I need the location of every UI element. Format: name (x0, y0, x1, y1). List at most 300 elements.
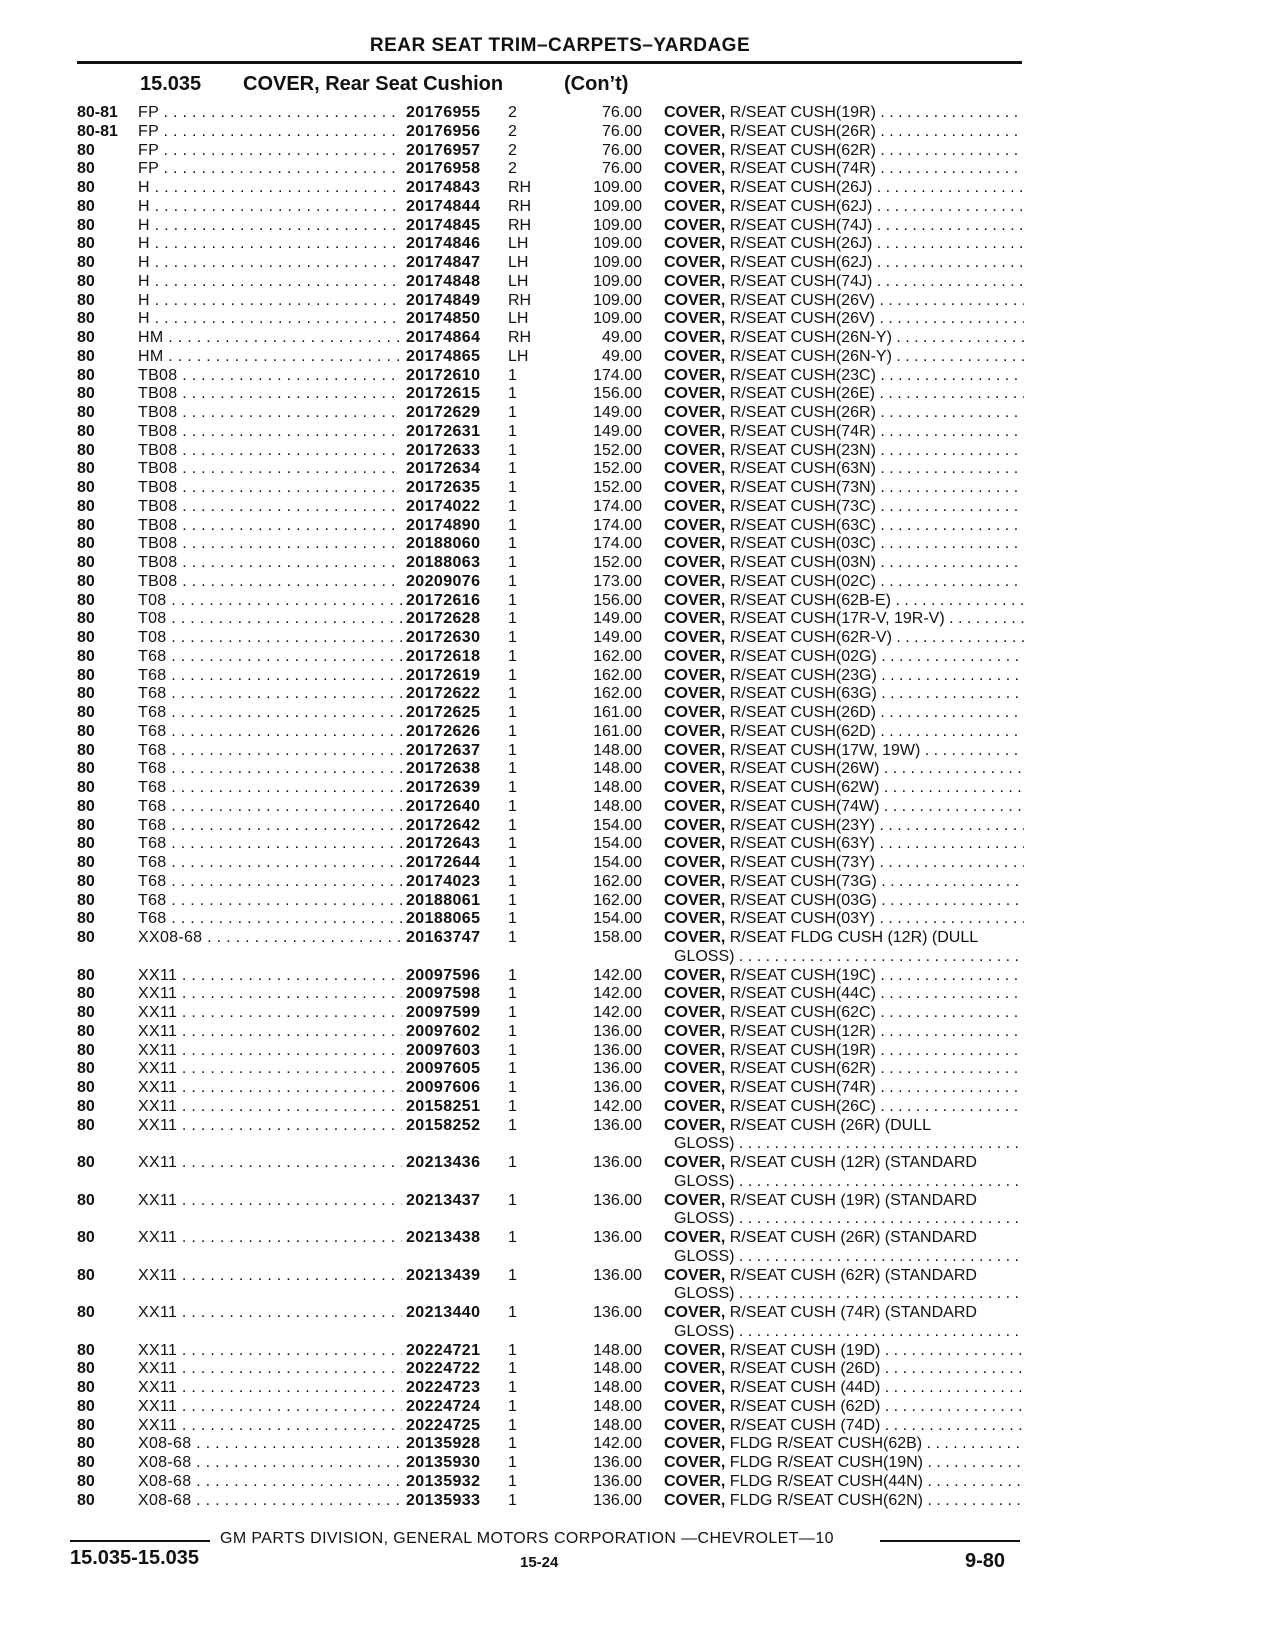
model-code: XX11 . . . (138, 985, 418, 1004)
part-number: 20176958 (402, 160, 510, 179)
quantity: 2 (508, 122, 517, 140)
footer-page-number: 15-24 (520, 1554, 559, 1571)
description-text: R/SEAT CUSH(26J) (725, 235, 873, 253)
part-description (664, 535, 1024, 554)
section-name: COVER, Rear Seat Cushion (243, 73, 504, 95)
list-item (0, 929, 1280, 967)
description-noun: COVER, (664, 666, 726, 684)
part-number: 20097602 (402, 1023, 510, 1042)
quantity: 1 (508, 891, 517, 909)
model-code: T68 . . . (138, 648, 418, 667)
description-noun: COVER, (664, 1416, 726, 1434)
description-line (664, 760, 1024, 779)
description-noun: COVER, (664, 497, 726, 515)
description-text: R/SEAT CUSH(74R) (725, 160, 876, 178)
model-code: XX11 . . . (138, 1379, 418, 1398)
quantity: 2 (508, 141, 517, 159)
part-number: 20174846 (402, 235, 510, 254)
price: 149.00 (593, 404, 642, 421)
model-code: TB08 . . . (138, 385, 418, 404)
footer-section-range: 15.035-15.035 (70, 1547, 200, 1569)
description-noun: COVER, (664, 310, 726, 328)
price: 148.00 (593, 741, 642, 759)
quantity: 1 (508, 1004, 517, 1021)
description-text: R/SEAT CUSH(26R) (725, 122, 876, 140)
part-number: 20172619 (402, 667, 510, 686)
description-text: R/SEAT CUSH(12R) (725, 1022, 876, 1040)
model-code: HM . . . (138, 329, 418, 348)
price: 161.00 (593, 704, 642, 721)
price: 148.00 (593, 797, 642, 815)
list-item (0, 1023, 1280, 1042)
price: 148.00 (593, 1360, 642, 1378)
description-continuation (664, 1248, 1024, 1267)
part-number: 20176957 (402, 142, 510, 161)
quantity: 1 (508, 1341, 517, 1359)
description-line (664, 460, 1024, 479)
description-text: R/SEAT CUSH (26R) (DULL (725, 1116, 932, 1134)
part-number: 20213438 (402, 1229, 510, 1248)
part-description (664, 498, 1024, 517)
price: 76.00 (601, 141, 642, 159)
part-description (664, 835, 1024, 854)
description-text: R/SEAT CUSH(62J) (725, 254, 873, 271)
quantity: 1 (508, 516, 517, 534)
part-description (664, 685, 1024, 704)
description-continuation (664, 1135, 1024, 1154)
price: 136.00 (593, 1079, 642, 1096)
description-line (664, 910, 1024, 929)
part-description (664, 1117, 1024, 1155)
quantity: 1 (508, 1472, 517, 1490)
part-number: 20213440 (402, 1304, 510, 1323)
description-noun: COVER, (664, 460, 726, 478)
description-noun: COVER, (664, 1041, 726, 1059)
model-year: 80 (77, 1304, 95, 1321)
part-description (664, 648, 1024, 667)
description-text: R/SEAT CUSH(73N) (725, 479, 876, 496)
price: 76.00 (601, 104, 642, 121)
description-noun: COVER, (664, 779, 726, 796)
description-line (664, 835, 1024, 854)
part-number: 20097598 (402, 985, 510, 1004)
model-year: 80-81 (77, 104, 118, 121)
part-description (664, 1454, 1024, 1473)
model-year: 80 (77, 1491, 95, 1509)
quantity: 2 (508, 104, 517, 121)
description-noun: COVER, (664, 1397, 726, 1415)
model-year: 80 (77, 516, 95, 534)
part-description (664, 104, 1024, 123)
quantity: 1 (508, 479, 517, 496)
description-line (664, 1079, 1024, 1098)
price: 156.00 (593, 385, 642, 403)
price: 136.00 (593, 1041, 642, 1059)
model-year: 80 (77, 216, 95, 234)
description-noun: COVER, (664, 1341, 726, 1359)
model-code: XX11 . . . (138, 1154, 418, 1173)
model-code: T08 . . . (138, 592, 418, 611)
list-item (0, 835, 1280, 854)
model-year: 80 (77, 629, 95, 646)
part-description (664, 460, 1024, 479)
part-number: 20172631 (402, 423, 510, 442)
model-year: 80 (77, 554, 95, 571)
part-description (664, 1004, 1024, 1023)
description-line (664, 104, 1024, 123)
part-description (664, 910, 1024, 929)
description-continuation (664, 1210, 1024, 1229)
part-number: 20158252 (402, 1117, 510, 1136)
list-item (0, 310, 1280, 329)
description-text: R/SEAT CUSH (62R) (STANDARD (725, 1266, 977, 1284)
description-text: R/SEAT CUSH(26R) (725, 404, 876, 421)
list-item (0, 423, 1280, 442)
model-year: 80 (77, 1360, 95, 1378)
model-code: H . . . (138, 179, 418, 198)
price: 152.00 (593, 460, 642, 478)
list-item (0, 273, 1280, 292)
description-text: FLDG R/SEAT CUSH(44N) (725, 1472, 924, 1490)
list-item (0, 348, 1280, 367)
price: 154.00 (593, 854, 642, 871)
part-number: 20224721 (402, 1342, 510, 1361)
part-number: 20163747 (402, 929, 510, 948)
footer-organization: GM PARTS DIVISION, GENERAL MOTORS CORPORATION —CHEVROLET—10 (220, 1530, 834, 1547)
list-item (0, 1079, 1280, 1098)
description-line (664, 1454, 1024, 1473)
model-code: T68 . . . (138, 892, 418, 911)
model-code: XX11 . . . (138, 1060, 418, 1079)
description-text: R/SEAT CUSH(62C) (725, 1004, 876, 1021)
model-year: 80 (77, 366, 95, 384)
model-code: T68 . . . (138, 779, 418, 798)
part-number: 20135930 (402, 1454, 510, 1473)
model-code: X08-68 . . . (138, 1454, 418, 1473)
part-number: 20174843 (402, 179, 510, 198)
part-number: 20224722 (402, 1360, 510, 1379)
description-noun: COVER, (664, 422, 726, 440)
quantity: LH (508, 310, 529, 328)
part-description (664, 310, 1024, 329)
price: 136.00 (593, 1304, 642, 1321)
part-number: 20172638 (402, 760, 510, 779)
part-description (664, 629, 1024, 648)
model-year: 80-81 (77, 122, 118, 140)
description-line (664, 592, 1024, 611)
price: 149.00 (593, 629, 642, 646)
description-noun: COVER, (664, 816, 726, 834)
model-year: 80 (77, 1266, 95, 1284)
description-text: R/SEAT CUSH(26V) (725, 291, 876, 309)
model-code: X08-68 . . . (138, 1473, 418, 1492)
description-noun: COVER, (664, 1004, 726, 1021)
description-text: R/SEAT CUSH(62R) (725, 141, 876, 159)
part-number: 20172630 (402, 629, 510, 648)
description-continuation-text: GLOSS) (674, 1210, 735, 1228)
part-number: 20135932 (402, 1473, 510, 1492)
description-noun: COVER, (664, 535, 726, 553)
model-year: 80 (77, 535, 95, 553)
part-description (664, 798, 1024, 817)
part-description (664, 198, 1024, 217)
model-code: T68 . . . (138, 704, 418, 723)
description-text: R/SEAT CUSH(62J) (725, 197, 873, 215)
part-number: 20188061 (402, 892, 510, 911)
description-continuation-text: GLOSS) (674, 1285, 735, 1303)
model-year: 80 (77, 272, 95, 290)
description-noun: COVER, (664, 610, 726, 628)
price: 154.00 (593, 910, 642, 928)
description-line (664, 854, 1024, 873)
model-year: 80 (77, 1454, 95, 1471)
description-line (664, 1360, 1024, 1379)
part-number: 20172615 (402, 385, 510, 404)
quantity: 1 (508, 1397, 517, 1415)
part-number: 20172625 (402, 704, 510, 723)
description-text: R/SEAT CUSH (12R) (STANDARD (725, 1154, 977, 1171)
price: 148.00 (593, 1416, 642, 1434)
list-item (0, 198, 1280, 217)
description-line (664, 554, 1024, 573)
part-number: 20174023 (402, 873, 510, 892)
description-text: R/SEAT CUSH (74R) (STANDARD (725, 1304, 977, 1321)
quantity: LH (508, 254, 529, 271)
part-number: 20097605 (402, 1060, 510, 1079)
description-noun: COVER, (664, 704, 726, 721)
model-code: XX11 . . . (138, 1267, 418, 1286)
price: 152.00 (593, 479, 642, 496)
model-year: 80 (77, 929, 95, 946)
list-item (0, 160, 1280, 179)
price: 148.00 (593, 760, 642, 778)
description-text: R/SEAT CUSH(73C) (725, 497, 876, 515)
part-number: 20188063 (402, 554, 510, 573)
model-code: XX11 . . . (138, 1098, 418, 1117)
list-item (0, 817, 1280, 836)
description-line (664, 273, 1024, 292)
description-line (664, 142, 1024, 161)
model-code: FP . . . (138, 104, 418, 123)
quantity: 1 (508, 647, 517, 665)
part-number: 20135933 (402, 1492, 510, 1511)
description-continuation-text: GLOSS) (674, 947, 735, 965)
model-code: H . . . (138, 235, 418, 254)
part-description (664, 1417, 1024, 1436)
model-year: 80 (77, 704, 95, 721)
model-year: 80 (77, 891, 95, 909)
quantity: 1 (508, 535, 517, 553)
model-year: 80 (77, 760, 95, 778)
header-rule (77, 61, 1022, 64)
description-noun: COVER, (664, 891, 726, 909)
quantity: 1 (508, 1360, 517, 1378)
description-text: R/SEAT CUSH(26N-Y) (725, 347, 892, 365)
list-item (0, 1398, 1280, 1417)
price: 152.00 (593, 554, 642, 571)
part-description (664, 892, 1024, 911)
description-continuation-text: GLOSS) (674, 1247, 735, 1265)
description-line (664, 610, 1024, 629)
description-text: R/SEAT CUSH(23N) (725, 441, 876, 459)
description-text: R/SEAT CUSH(23G) (725, 666, 877, 684)
price: 109.00 (593, 310, 642, 328)
list-item (0, 1435, 1280, 1454)
quantity: 1 (508, 572, 517, 590)
list-item (0, 892, 1280, 911)
part-description (664, 517, 1024, 536)
page-title: REAR SEAT TRIM–CARPETS–YARDAGE (369, 35, 751, 56)
part-description (664, 1023, 1024, 1042)
list-item (0, 685, 1280, 704)
model-code: XX11 . . . (138, 967, 418, 986)
model-year: 80 (77, 572, 95, 590)
description-text: R/SEAT CUSH(62R-V) (725, 629, 892, 646)
model-year: 80 (77, 1060, 95, 1078)
model-year: 80 (77, 1154, 95, 1171)
part-description (664, 329, 1024, 348)
quantity: 1 (508, 1454, 517, 1471)
price: 174.00 (593, 497, 642, 515)
description-line (664, 1342, 1024, 1361)
description-noun: COVER, (664, 1266, 726, 1284)
description-text: R/SEAT CUSH (26D) (725, 1360, 881, 1378)
description-continuation-text: GLOSS) (674, 1322, 735, 1340)
part-number: 20172637 (402, 742, 510, 761)
section-number: 15.035 (140, 73, 202, 95)
list-item (0, 142, 1280, 161)
list-item (0, 292, 1280, 311)
section-continued: (Con’t) (564, 73, 629, 95)
description-noun: COVER, (664, 1154, 726, 1171)
list-item (0, 610, 1280, 629)
model-code: T68 . . . (138, 798, 418, 817)
description-line (664, 742, 1024, 761)
model-code: XX11 . . . (138, 1117, 418, 1136)
description-line (664, 1060, 1024, 1079)
list-item (0, 573, 1280, 592)
list-item (0, 1454, 1280, 1473)
list-item (0, 1192, 1280, 1230)
model-year: 80 (77, 966, 95, 984)
price: 136.00 (593, 1454, 642, 1471)
list-item (0, 123, 1280, 142)
part-number: 20174847 (402, 254, 510, 273)
model-year: 80 (77, 854, 95, 871)
quantity: 1 (508, 1116, 517, 1134)
list-item (0, 104, 1280, 123)
part-description (664, 1267, 1024, 1305)
model-year: 80 (77, 160, 95, 178)
description-noun: COVER, (664, 966, 726, 984)
quantity: 1 (508, 704, 517, 721)
quantity: 1 (508, 910, 517, 928)
model-code: XX11 . . . (138, 1398, 418, 1417)
model-code: H . . . (138, 273, 418, 292)
part-description (664, 573, 1024, 592)
quantity: 1 (508, 385, 517, 403)
description-line (664, 179, 1024, 198)
part-number: 20174890 (402, 517, 510, 536)
model-year: 80 (77, 1041, 95, 1059)
list-item (0, 704, 1280, 723)
description-line (664, 667, 1024, 686)
model-code: XX11 . . . (138, 1229, 418, 1248)
model-year: 80 (77, 985, 95, 1003)
part-description (664, 442, 1024, 461)
model-code: XX11 . . . (138, 1079, 418, 1098)
quantity: 1 (508, 460, 517, 478)
part-description (664, 479, 1024, 498)
list-item (0, 667, 1280, 686)
part-description (664, 554, 1024, 573)
model-code: TB08 . . . (138, 498, 418, 517)
price: 136.00 (593, 1022, 642, 1040)
model-year: 80 (77, 1379, 95, 1396)
part-description (664, 1304, 1024, 1342)
description-line (664, 629, 1024, 648)
model-code: TB08 . . . (138, 535, 418, 554)
description-text: R/SEAT CUSH(26E) (725, 385, 876, 403)
list-item (0, 760, 1280, 779)
description-line (664, 1417, 1024, 1436)
description-noun: COVER, (664, 516, 726, 534)
description-text: R/SEAT CUSH(23Y) (725, 816, 876, 834)
price: 162.00 (593, 647, 642, 665)
model-code: TB08 . . . (138, 367, 418, 386)
description-text: R/SEAT CUSH (62D) (725, 1397, 881, 1415)
quantity: 1 (508, 985, 517, 1003)
model-year: 80 (77, 1341, 95, 1359)
price: 158.00 (593, 929, 642, 946)
part-description (664, 423, 1024, 442)
part-number: 20176955 (402, 104, 510, 123)
page-footer (0, 1530, 1280, 1610)
description-line (664, 1117, 1024, 1136)
part-number: 20172643 (402, 835, 510, 854)
description-line (664, 442, 1024, 461)
description-text: R/SEAT CUSH(74J) (725, 216, 873, 234)
description-noun: COVER, (664, 160, 726, 178)
part-description (664, 123, 1024, 142)
part-number: 20174848 (402, 273, 510, 292)
description-noun: COVER, (664, 235, 726, 253)
list-item (0, 1304, 1280, 1342)
description-noun: COVER, (664, 872, 726, 890)
description-line (664, 517, 1024, 536)
list-item (0, 648, 1280, 667)
model-year: 80 (77, 591, 95, 609)
description-noun: COVER, (664, 385, 726, 403)
model-code: TB08 . . . (138, 554, 418, 573)
quantity: 1 (508, 1304, 517, 1321)
model-code: T68 . . . (138, 873, 418, 892)
description-noun: COVER, (664, 1472, 726, 1490)
model-year: 80 (77, 460, 95, 478)
price: 174.00 (593, 366, 642, 384)
list-item (0, 517, 1280, 536)
description-line (664, 1042, 1024, 1061)
model-year: 80 (77, 329, 95, 346)
part-number: 20176956 (402, 123, 510, 142)
price: 161.00 (593, 722, 642, 740)
description-text: R/SEAT CUSH(63N) (725, 460, 876, 478)
description-noun: COVER, (664, 254, 726, 271)
description-noun: COVER, (664, 929, 726, 946)
price: 156.00 (593, 591, 642, 609)
part-number: 20188060 (402, 535, 510, 554)
quantity: 1 (508, 1416, 517, 1434)
